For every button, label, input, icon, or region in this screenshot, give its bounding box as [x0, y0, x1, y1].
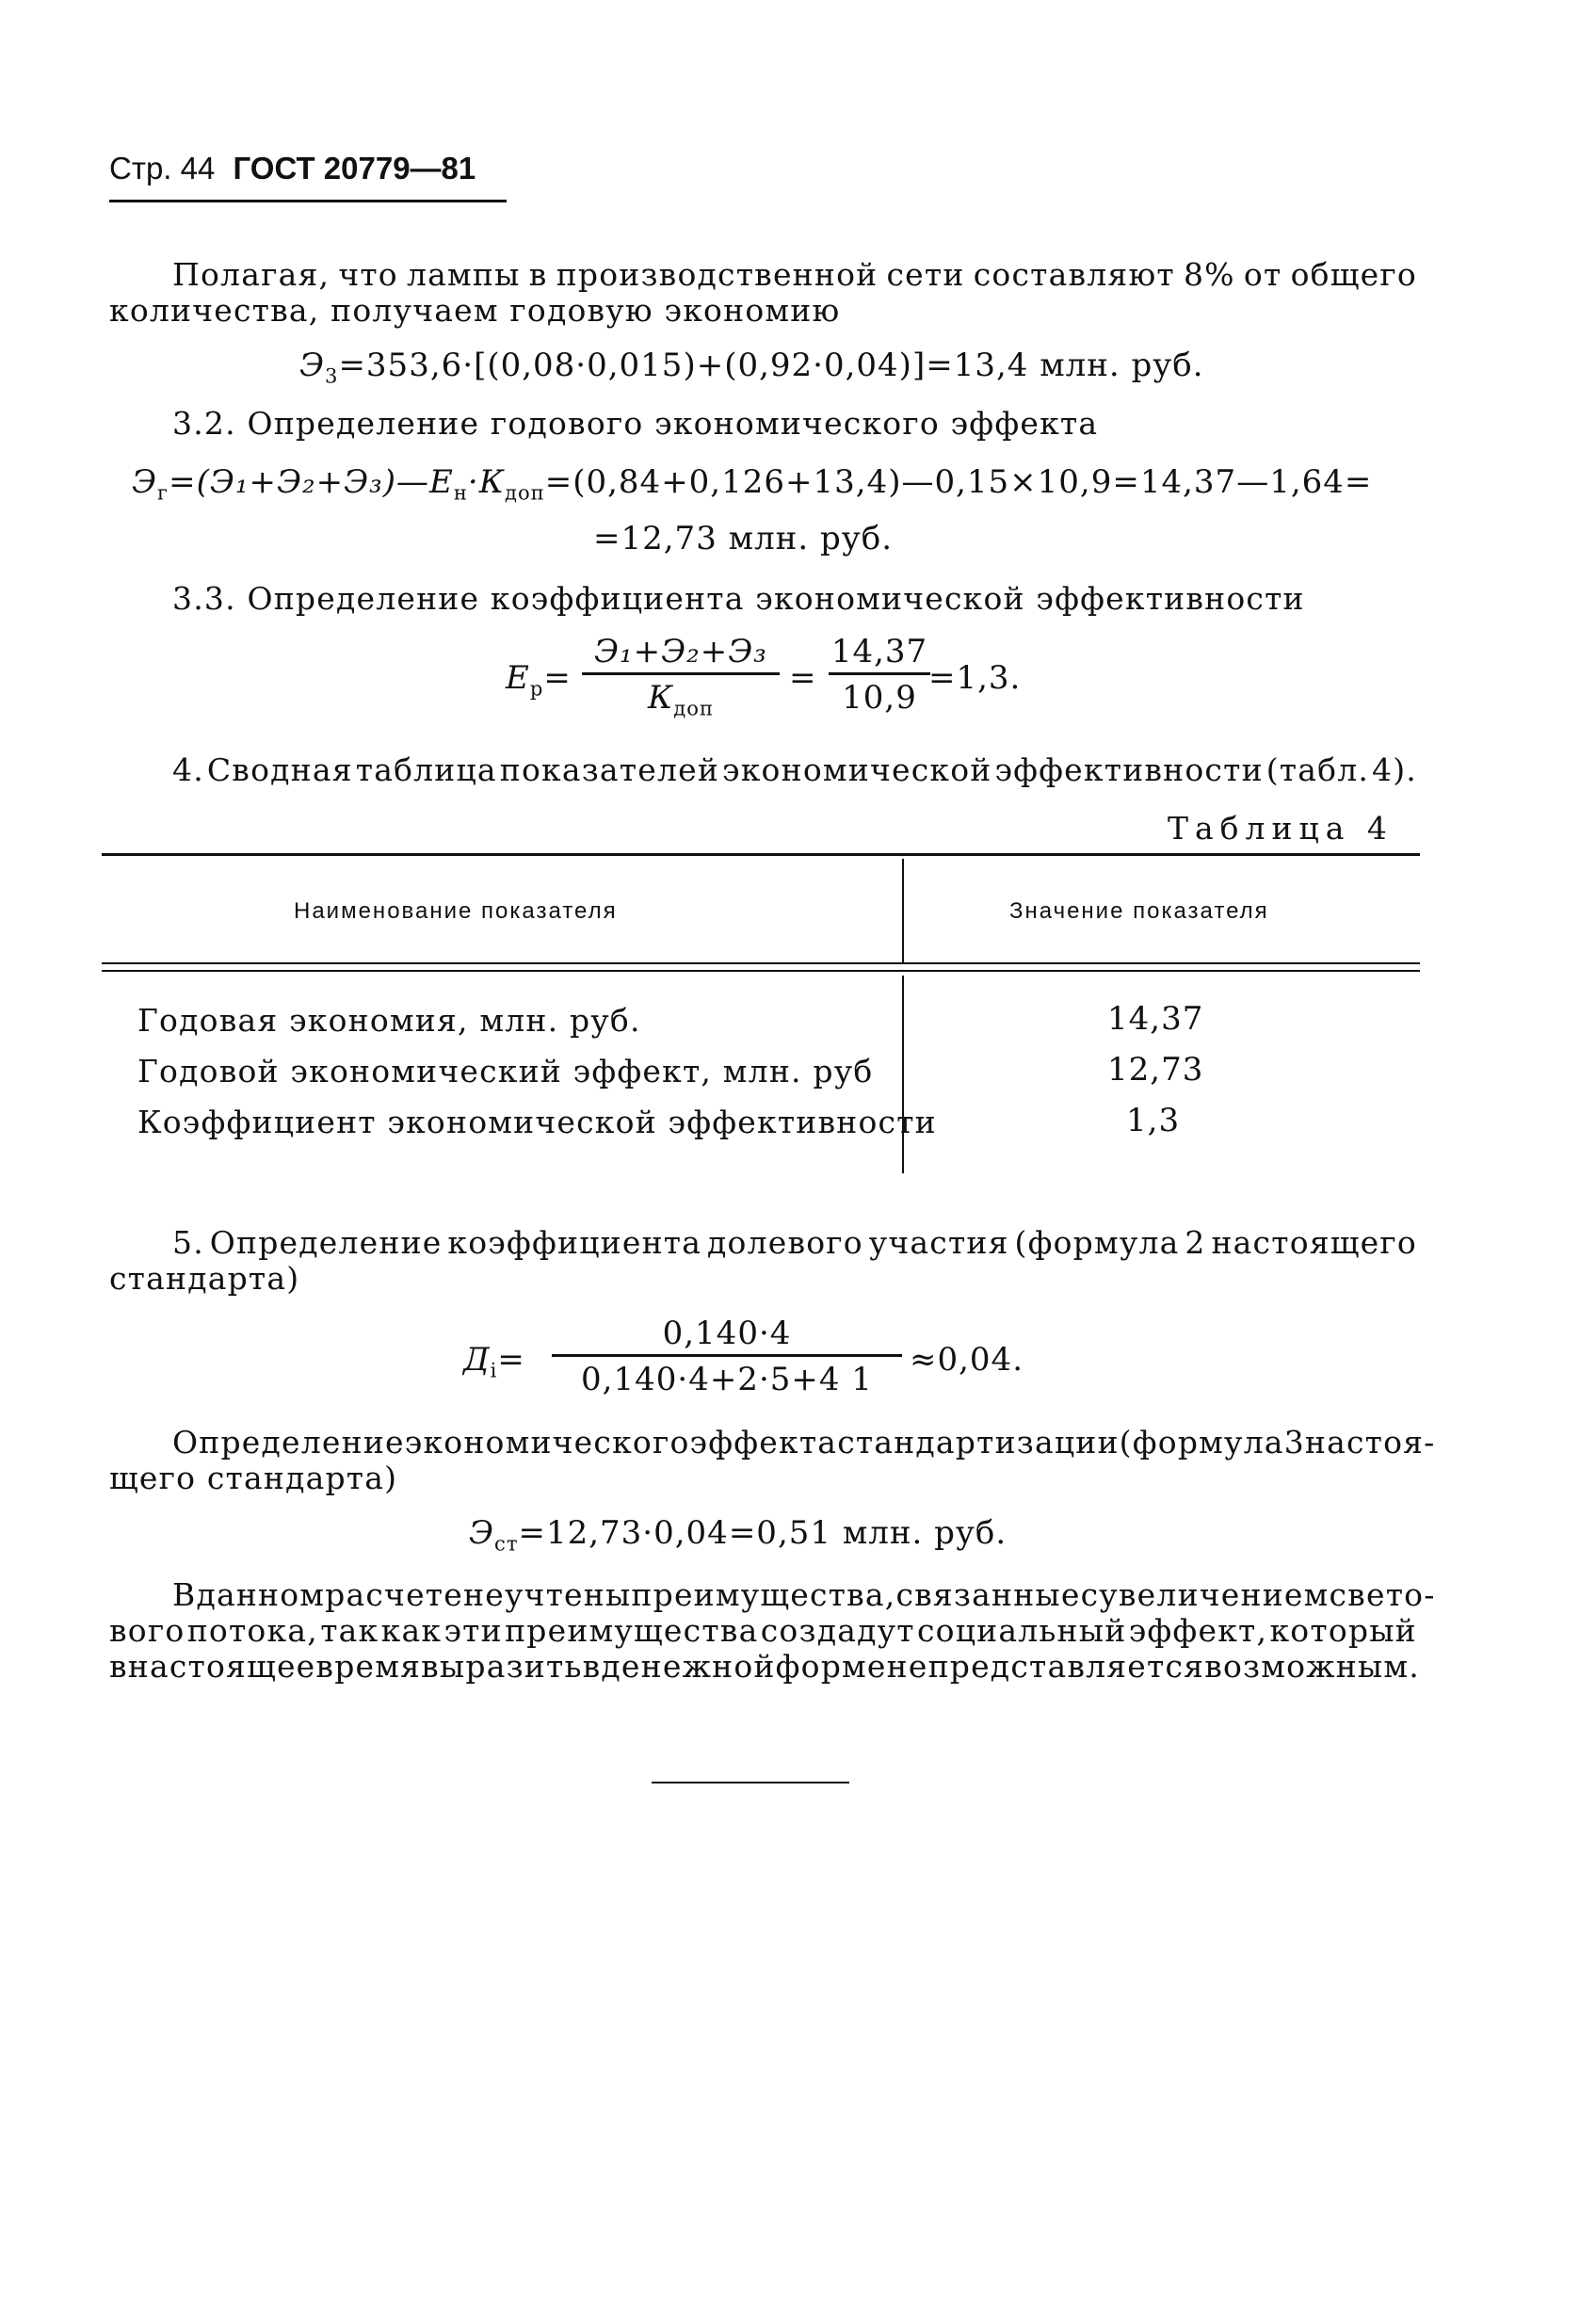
equation-e3: $Э_3=353,6\cdot[(0,08\cdot 0,015)+(0,92\cdot 0,04)]=13,4$ млн. руб.: [299, 347, 1204, 388]
equation-di-lhs: $Д_i=$: [463, 1341, 525, 1382]
standard-code: ГОСТ 20779—81: [233, 151, 476, 186]
equation-ep-lhs: $Е_р=$: [506, 659, 572, 701]
para-final-line1: В данном расчете не учтены преимущества, связанные с увеличением свето-: [172, 1576, 1436, 1613]
para1-line2: количества, получаем годовую экономию: [109, 292, 841, 329]
page-header: [109, 151, 476, 186]
table-column-divider-body: [902, 976, 904, 1173]
table-column-divider-head: [902, 859, 904, 962]
para-std-line2: щего стандарта): [109, 1460, 398, 1496]
section-5-line1: 5. Определение коэффициента долевого участия (формула 2 настоящего: [172, 1224, 1417, 1261]
page-number: Стр. 44: [109, 151, 216, 186]
di-denominator: 0,140·4+2·5+4 1: [581, 1361, 873, 1398]
header-rule: [109, 200, 507, 202]
di-fraction: [552, 1315, 902, 1398]
table-header-value: Значение показателя: [1009, 898, 1269, 924]
para-final-line2: вого потока, так как эти преимущества создадут социальный эффект, который: [109, 1612, 1417, 1649]
table-header-rule-1: [102, 962, 1420, 964]
table-row-3-name: Коэффициент экономической эффективности: [137, 1104, 937, 1140]
di-numerator: 0,140·4: [662, 1315, 792, 1352]
ep-result: =1,3.: [928, 659, 1022, 697]
para-std-line1: Определение экономического эффекта стандартизации (формула 3 настоя-: [172, 1424, 1436, 1461]
para1-line1: Полагая, что лампы в производственной сети составляют 8% от общего: [172, 256, 1417, 293]
ep-fraction-bar-1: [582, 672, 780, 675]
ep-fraction-2: 14,37 10,9: [829, 633, 930, 717]
di-result: ≈0,04.: [910, 1341, 1024, 1379]
table-caption: Таблица 4: [1168, 810, 1394, 847]
section-3-2: 3.2. Определение годового экономического эффекта: [172, 405, 1099, 442]
table-row-2-name: Годовой экономический эффект, млн. руб: [137, 1053, 874, 1089]
equation-est: $Э_{ст}=12,73\cdot 0,04=0,51$ млн. руб.: [469, 1514, 1008, 1556]
end-rule: [652, 1782, 849, 1783]
para-final-line3: в настоящее время выразить в денежной форме не представляется возможным.: [109, 1648, 1420, 1685]
table-row-2-value: 12,73: [1107, 1051, 1204, 1089]
table-header-rule-2: [102, 970, 1420, 972]
section-3-3: 3.3. Определение коэффициента экономической эффективности: [172, 580, 1305, 617]
equation-eg-line2: =12,73 млн. руб.: [593, 520, 893, 557]
table-row-1-name: Годовая экономия, млн. руб.: [137, 1002, 641, 1039]
equation-eg-line1: $Э_г=(Э_1+Э_2+Э_3)—Е_н\cdot К_{доп}=(0,84+0,126+13,4)—0,15\times 10,9=14,37—1,64=$: [132, 463, 1373, 505]
ep-numerator-1: Э₁+Э₂+Э₃: [594, 633, 767, 670]
ep-fraction-bar-2: [829, 672, 930, 675]
section-5-line2: стандарта): [109, 1260, 300, 1297]
table-row-1-value: 14,37: [1107, 1000, 1204, 1038]
table-header-name: Наименование показателя: [294, 898, 618, 924]
di-fraction-bar: [552, 1354, 902, 1357]
ep-denominator-1: $К_{доп}$: [647, 679, 715, 720]
table-top-rule: [102, 853, 1420, 856]
ep-fraction-1: [582, 633, 780, 719]
section-4: 4. Сводная таблица показателей экономической эффективности (табл. 4).: [172, 751, 1417, 788]
table-row-3-value: 1,3: [1126, 1102, 1181, 1139]
